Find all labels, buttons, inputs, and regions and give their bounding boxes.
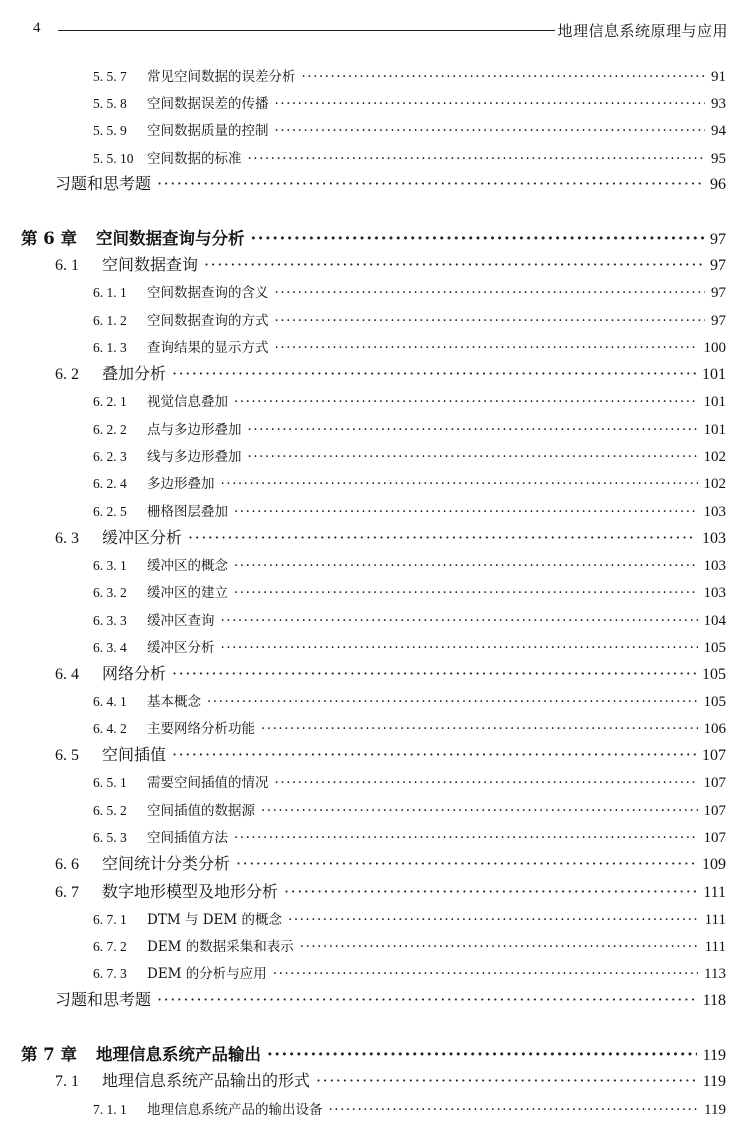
toc-entry-number: 6. 7	[55, 884, 79, 901]
toc-entry-page: 97	[711, 313, 726, 329]
dot-leader	[288, 912, 699, 928]
dot-leader	[172, 745, 696, 764]
toc-entry-page: 93	[711, 96, 726, 112]
toc-entry	[0, 636, 750, 656]
dot-leader	[172, 364, 696, 383]
toc-entry-title: 空间数据查询与分析	[96, 229, 245, 248]
toc-entry-page: 109	[702, 856, 726, 873]
toc-entry	[0, 1098, 750, 1118]
toc-entry	[0, 472, 750, 492]
dot-leader	[251, 229, 705, 248]
toc-entry-title: 空间插值方法	[147, 830, 228, 846]
toc-entry	[0, 65, 750, 85]
dot-leader	[172, 664, 696, 683]
toc-entry-title: 点与多边形叠加	[147, 422, 242, 438]
header-rule	[58, 30, 555, 31]
toc-entry	[0, 225, 750, 247]
toc-entry-page: 111	[704, 912, 726, 928]
toc-entry-number: 6. 6	[55, 856, 79, 873]
toc-entry-page: 111	[703, 884, 726, 901]
toc-entry-title: 地理信息系统产品输出	[96, 1045, 261, 1064]
toc-entry	[0, 717, 750, 737]
dot-leader	[157, 990, 697, 1009]
dot-leader	[248, 422, 698, 438]
toc-entry	[0, 445, 750, 465]
dot-leader	[221, 640, 698, 656]
toc-entry-number: 6. 3. 4	[93, 640, 127, 655]
toc-entry	[0, 609, 750, 629]
toc-entry-title: 空间数据误差的传播	[147, 96, 269, 112]
toc-entry-page: 102	[703, 449, 726, 465]
toc-entry-number: 6. 2. 1	[93, 394, 127, 409]
toc-entry-page: 119	[704, 1102, 726, 1118]
toc-entry-title: 缓冲区分析	[102, 528, 183, 547]
dot-leader	[207, 694, 698, 710]
dot-leader	[204, 255, 704, 274]
toc-entry-page: 105	[703, 694, 726, 710]
toc-entry-title: 空间统计分类分析	[102, 854, 231, 873]
toc-entry-title: 栅格图层叠加	[147, 504, 228, 520]
dot-leader	[234, 394, 698, 410]
toc-entry	[0, 742, 750, 764]
book-title: 地理信息系统原理与应用	[557, 22, 728, 40]
toc-entry	[0, 661, 750, 683]
toc-entry-number: 6. 4. 1	[93, 694, 127, 709]
toc-entry-title: 缓冲区的建立	[147, 585, 228, 601]
toc-entry-page: 96	[710, 176, 726, 193]
dot-leader	[275, 775, 698, 791]
toc-entry-title: 空间数据查询的方式	[147, 313, 269, 329]
toc-entry-page: 103	[703, 504, 726, 520]
toc-entry	[0, 826, 750, 846]
dot-leader	[275, 285, 706, 301]
toc-entry-number: 6. 1	[55, 257, 79, 274]
toc-entry-title: 空间数据的标准	[147, 151, 242, 167]
dot-leader	[234, 585, 698, 601]
toc-entry-number: 第 7 章	[21, 1045, 77, 1064]
toc-entry-title: 基本概念	[147, 694, 201, 710]
toc-entry-title: 线与多边形叠加	[147, 449, 242, 465]
toc-entry-title: DEM 的分析与应用	[147, 966, 267, 982]
toc-entry-page: 101	[703, 394, 726, 410]
page-number: 4	[33, 20, 41, 36]
toc-entry-number: 6. 2. 4	[93, 476, 127, 491]
toc-entry	[0, 390, 750, 410]
toc-entry-title: 缓冲区的概念	[147, 558, 228, 574]
dot-leader	[284, 882, 697, 901]
dot-leader	[248, 449, 698, 465]
toc-entry	[0, 525, 750, 547]
toc-entry-number: 6. 3	[55, 530, 79, 547]
toc-entry-title: 需要空间插值的情况	[147, 775, 269, 791]
toc-entry-page: 91	[711, 69, 726, 85]
toc-entry	[0, 851, 750, 873]
toc-entry-page: 97	[711, 285, 726, 301]
toc-entry-title: DEM 的数据采集和表示	[147, 939, 294, 955]
dot-leader	[275, 340, 698, 356]
toc-entry	[0, 92, 750, 112]
dot-leader	[302, 69, 706, 85]
toc-entry-number: 6. 2	[55, 366, 79, 383]
toc-entry	[0, 361, 750, 383]
toc-entry-number: 6. 2. 3	[93, 449, 127, 464]
toc-entry-title: 空间数据查询的含义	[147, 285, 269, 301]
toc-entry-page: 94	[711, 123, 726, 139]
toc-entry-page: 107	[703, 775, 726, 791]
toc-entry-number: 6. 7. 3	[93, 966, 127, 981]
toc-entry	[0, 171, 750, 193]
toc-entry-page: 101	[702, 366, 726, 383]
toc-entry-page: 100	[703, 340, 726, 356]
dot-leader	[234, 558, 698, 574]
toc-entry-page: 103	[703, 558, 726, 574]
toc-entry-title: 多边形叠加	[147, 476, 215, 492]
toc-entry	[0, 799, 750, 819]
toc-entry-number: 6. 5. 3	[93, 830, 127, 845]
toc-entry-number: 5. 5. 10	[93, 151, 134, 166]
dot-leader	[275, 123, 706, 139]
toc-entry-number: 5. 5. 9	[93, 123, 127, 138]
dot-leader	[275, 313, 706, 329]
dot-leader	[248, 151, 706, 167]
toc-entry-page: 95	[711, 151, 726, 167]
toc-entry-title: 常见空间数据的误差分析	[147, 69, 296, 85]
toc-entry	[0, 935, 750, 955]
toc-entry-title: 习题和思考题	[55, 990, 152, 1009]
toc-entry-number: 6. 7. 2	[93, 939, 127, 954]
toc-entry	[0, 987, 750, 1009]
dot-leader	[261, 803, 698, 819]
toc-entry	[0, 1041, 750, 1063]
toc-entry-page: 107	[703, 830, 726, 846]
toc-entry	[0, 418, 750, 438]
toc-entry-number: 6. 5. 1	[93, 775, 127, 790]
toc-entry-page: 105	[703, 640, 726, 656]
toc-entry-number: 6. 1. 3	[93, 340, 127, 355]
toc-entry	[0, 500, 750, 520]
toc-entry-number: 6. 3. 2	[93, 585, 127, 600]
toc-entry-page: 111	[704, 939, 726, 955]
toc-entry-number: 6. 4. 2	[93, 721, 127, 736]
page-header	[0, 0, 750, 44]
toc-entry-page: 118	[702, 992, 726, 1009]
toc-entry-number: 5. 5. 7	[93, 69, 127, 84]
toc-entry-page: 106	[703, 721, 726, 737]
toc-entry-number: 6. 2. 5	[93, 504, 127, 519]
toc-entry-number: 6. 4	[55, 666, 79, 683]
toc-entry-number: 7. 1	[55, 1073, 79, 1090]
toc-entry-number: 6. 3. 3	[93, 613, 127, 628]
toc-entry-number: 6. 5. 2	[93, 803, 127, 818]
toc-entry	[0, 147, 750, 167]
toc-entry-title: 空间数据质量的控制	[147, 123, 269, 139]
dot-leader	[234, 830, 698, 846]
dot-leader	[300, 939, 699, 955]
toc-entry-page: 119	[702, 1073, 726, 1090]
dot-leader	[234, 504, 698, 520]
dot-leader	[236, 854, 696, 873]
toc-entry-title: DTM 与 DEM 的概念	[147, 912, 283, 928]
toc-entry-page: 107	[702, 747, 726, 764]
dot-leader	[329, 1102, 699, 1118]
toc-entry-page: 103	[702, 530, 726, 547]
toc-entry	[0, 581, 750, 601]
toc-entry	[0, 690, 750, 710]
dot-leader	[275, 96, 706, 112]
toc-entry-number: 5. 5. 8	[93, 96, 127, 111]
toc-entry-number: 6. 3. 1	[93, 558, 127, 573]
toc-entry	[0, 962, 750, 982]
toc-entry	[0, 771, 750, 791]
toc-entry-page: 113	[704, 966, 726, 982]
toc-entry	[0, 252, 750, 274]
toc-entry	[0, 879, 750, 901]
toc-entry-number: 6. 5	[55, 747, 79, 764]
toc-entry-title: 缓冲区分析	[147, 640, 215, 656]
toc-entry-page: 107	[703, 803, 726, 819]
toc-entry-page: 103	[703, 585, 726, 601]
toc-entry-title: 视觉信息叠加	[147, 394, 228, 410]
toc-entry-number: 7. 1. 1	[93, 1102, 127, 1117]
toc-entry-page: 105	[702, 666, 726, 683]
toc-entry-title: 地理信息系统产品的输出设备	[147, 1102, 323, 1118]
toc-entry	[0, 336, 750, 356]
toc-entry-title: 查询结果的显示方式	[147, 340, 269, 356]
dot-leader	[316, 1071, 697, 1090]
toc-entry-title: 数字地形模型及地形分析	[102, 882, 279, 901]
toc-entry-number: 6. 1. 1	[93, 285, 127, 300]
toc-entry-title: 空间插值的数据源	[147, 803, 255, 819]
toc-entry-page: 97	[710, 257, 726, 274]
toc-entry-title: 地理信息系统产品输出的形式	[102, 1071, 311, 1090]
dot-leader	[157, 174, 704, 193]
toc-entry	[0, 908, 750, 928]
toc-entry	[0, 281, 750, 301]
dot-leader	[261, 721, 698, 737]
dot-leader	[188, 528, 696, 547]
toc-entry-number: 6. 1. 2	[93, 313, 127, 328]
toc-entry-number: 第 6 章	[21, 229, 77, 248]
toc-entry	[0, 554, 750, 574]
toc-entry-title: 空间插值	[102, 745, 167, 764]
toc-entry-page: 104	[703, 613, 726, 629]
toc-entry-title: 缓冲区查询	[147, 613, 215, 629]
toc-entry-number: 6. 2. 2	[93, 422, 127, 437]
dot-leader	[221, 476, 698, 492]
toc-entry	[0, 119, 750, 139]
toc-entry-page: 101	[703, 422, 726, 438]
toc-entry-title: 叠加分析	[102, 364, 167, 383]
dot-leader	[267, 1045, 697, 1064]
dot-leader	[273, 966, 698, 982]
toc-entry	[0, 309, 750, 329]
toc-entry-number: 6. 7. 1	[93, 912, 127, 927]
toc-entry-page: 119	[702, 1047, 726, 1064]
toc-entry	[0, 1068, 750, 1090]
toc-entry-title: 空间数据查询	[102, 255, 199, 274]
dot-leader	[221, 613, 698, 629]
toc-entry-title: 习题和思考题	[55, 174, 152, 193]
toc-entry-page: 102	[703, 476, 726, 492]
toc-entry-title: 主要网络分析功能	[147, 721, 255, 737]
toc-entry-page: 97	[710, 231, 726, 248]
toc-entry-title: 网络分析	[102, 664, 167, 683]
